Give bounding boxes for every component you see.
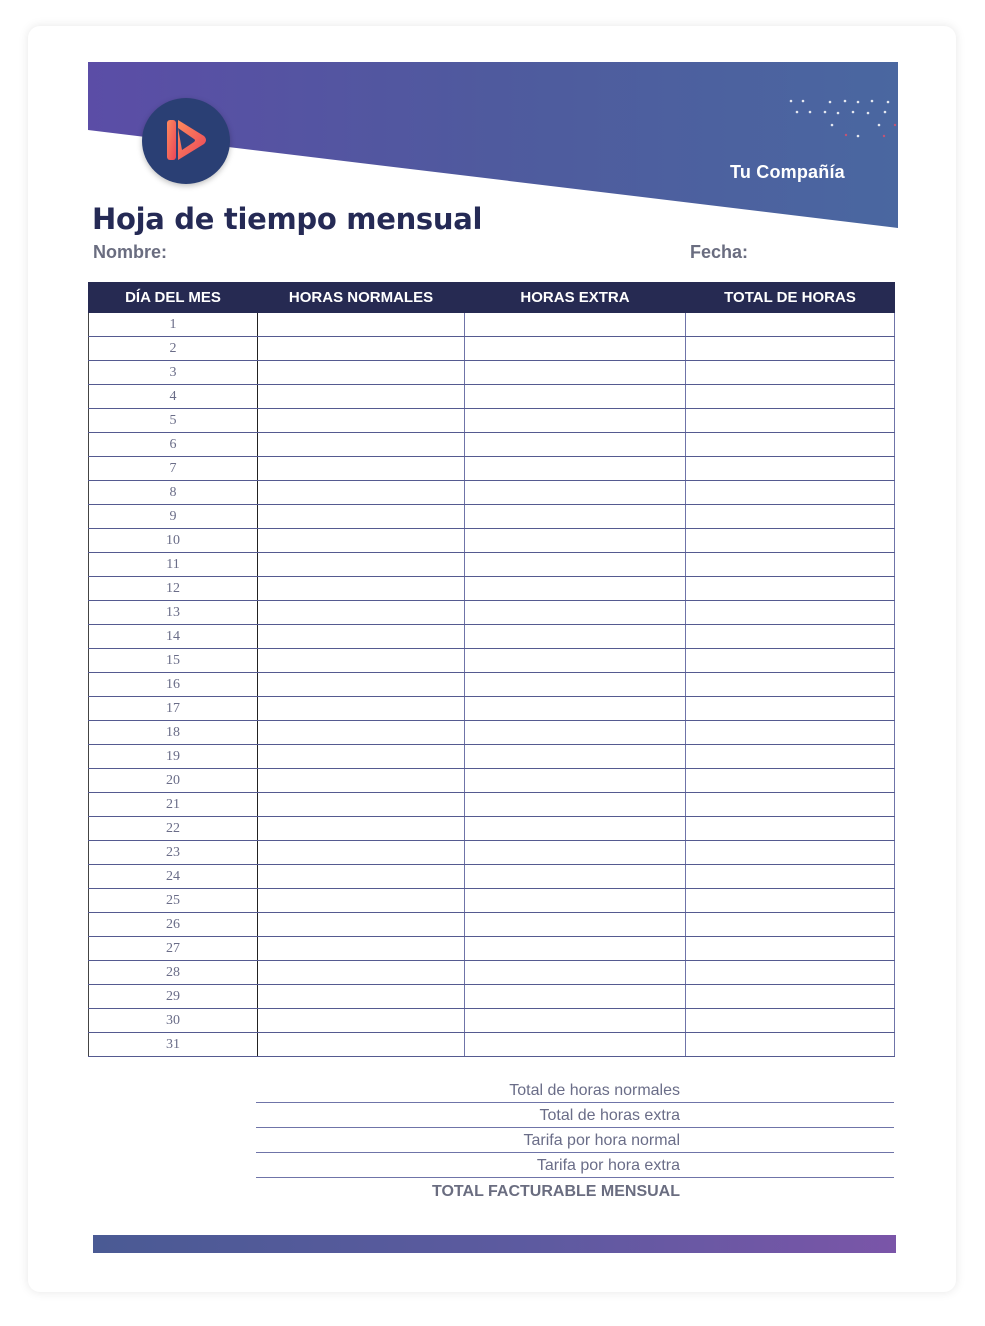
company-name: Tu Compañía: [730, 162, 845, 182]
normal-hours-cell[interactable]: [258, 1009, 465, 1033]
extra-hours-cell[interactable]: [465, 1033, 686, 1057]
table-row: [89, 601, 895, 625]
table-row: [89, 937, 895, 961]
extra-hours-cell[interactable]: [465, 649, 686, 673]
column-header-day: DÍA DEL MES: [89, 283, 258, 313]
extra-hours-cell[interactable]: [465, 385, 686, 409]
normal-hours-cell[interactable]: [258, 529, 465, 553]
total-hours-cell[interactable]: [686, 361, 895, 385]
total-hours-cell[interactable]: [686, 625, 895, 649]
normal-hours-cell[interactable]: [258, 889, 465, 913]
total-hours-cell[interactable]: [686, 505, 895, 529]
extra-hours-cell[interactable]: [465, 457, 686, 481]
normal-hours-cell[interactable]: [258, 769, 465, 793]
total-normal-hours-row[interactable]: [256, 1078, 894, 1103]
normal-hours-cell[interactable]: [258, 577, 465, 601]
normal-hours-cell[interactable]: [258, 505, 465, 529]
day-cell: 27: [89, 937, 258, 961]
extra-hours-cell[interactable]: [465, 745, 686, 769]
extra-hours-cell[interactable]: [465, 673, 686, 697]
day-cell: 29: [89, 985, 258, 1009]
page-title: Hoja de tiempo mensual: [92, 202, 483, 236]
total-hours-cell[interactable]: [686, 913, 895, 937]
normal-hours-cell[interactable]: [258, 745, 465, 769]
extra-hours-cell[interactable]: [465, 961, 686, 985]
table-row: [89, 865, 895, 889]
extra-hours-cell[interactable]: [465, 1009, 686, 1033]
table-row: [89, 913, 895, 937]
normal-hours-cell[interactable]: [258, 961, 465, 985]
normal-hours-cell[interactable]: [258, 913, 465, 937]
total-hours-cell[interactable]: [686, 433, 895, 457]
monthly-billable-total-row[interactable]: [256, 1178, 894, 1203]
total-hours-cell[interactable]: [686, 937, 895, 961]
total-hours-cell[interactable]: [686, 745, 895, 769]
column-header-total-hours: TOTAL DE HORAS: [686, 283, 895, 313]
day-cell: 14: [89, 625, 258, 649]
table-row: [89, 841, 895, 865]
extra-hours-cell[interactable]: [465, 553, 686, 577]
table-row: [89, 697, 895, 721]
table-row: [89, 577, 895, 601]
day-cell: 23: [89, 841, 258, 865]
table-row: [89, 1009, 895, 1033]
extra-hours-cell[interactable]: [465, 409, 686, 433]
day-cell: 24: [89, 865, 258, 889]
day-cell: 30: [89, 1009, 258, 1033]
table-row: [89, 1033, 895, 1057]
normal-hours-cell[interactable]: [258, 313, 465, 337]
table-row: [89, 505, 895, 529]
normal-hours-cell[interactable]: [258, 865, 465, 889]
total-hours-cell[interactable]: [686, 385, 895, 409]
day-cell: 13: [89, 601, 258, 625]
table-row: [89, 433, 895, 457]
table-row: [89, 889, 895, 913]
extra-hours-cell[interactable]: [465, 937, 686, 961]
total-hours-cell[interactable]: [686, 457, 895, 481]
extra-hours-cell[interactable]: [465, 337, 686, 361]
total-hours-cell[interactable]: [686, 1009, 895, 1033]
day-cell: 28: [89, 961, 258, 985]
total-hours-cell[interactable]: [686, 841, 895, 865]
day-cell: 17: [89, 697, 258, 721]
table-row: [89, 817, 895, 841]
normal-hours-cell[interactable]: [258, 649, 465, 673]
table-header-row: [89, 283, 895, 313]
extra-rate-row[interactable]: [256, 1153, 894, 1178]
extra-hours-cell[interactable]: [465, 313, 686, 337]
extra-hours-cell[interactable]: [465, 985, 686, 1009]
total-normal-hours-label: Total de horas normales: [509, 1082, 680, 1099]
total-hours-cell[interactable]: [686, 769, 895, 793]
table-row: [89, 529, 895, 553]
extra-hours-cell[interactable]: [465, 361, 686, 385]
total-hours-cell[interactable]: [686, 697, 895, 721]
total-hours-cell[interactable]: [686, 649, 895, 673]
extra-rate-label: Tarifa por hora extra: [536, 1157, 680, 1174]
column-header-extra-hours: HORAS EXTRA: [465, 283, 686, 313]
total-hours-cell[interactable]: [686, 601, 895, 625]
normal-hours-cell[interactable]: [258, 985, 465, 1009]
total-extra-hours-row[interactable]: [256, 1103, 894, 1128]
extra-hours-cell[interactable]: [465, 577, 686, 601]
normal-hours-cell[interactable]: [258, 721, 465, 745]
normal-hours-cell[interactable]: [258, 337, 465, 361]
total-hours-cell[interactable]: [686, 577, 895, 601]
normal-hours-cell[interactable]: [258, 457, 465, 481]
normal-rate-label: Tarifa por hora normal: [523, 1132, 680, 1149]
date-label: Fecha:: [690, 242, 749, 262]
normal-hours-cell[interactable]: [258, 673, 465, 697]
day-cell: 7: [89, 457, 258, 481]
total-extra-hours-label: Total de horas extra: [539, 1107, 680, 1124]
extra-hours-cell[interactable]: [465, 601, 686, 625]
timesheet-table: [88, 282, 895, 1057]
table-row: [89, 721, 895, 745]
extra-hours-cell[interactable]: [465, 481, 686, 505]
day-cell: 9: [89, 505, 258, 529]
extra-hours-cell[interactable]: [465, 697, 686, 721]
normal-hours-cell[interactable]: [258, 361, 465, 385]
day-cell: 25: [89, 889, 258, 913]
extra-hours-cell[interactable]: [465, 505, 686, 529]
company-logo: [142, 98, 230, 184]
normal-hours-cell[interactable]: [258, 793, 465, 817]
extra-hours-cell[interactable]: [465, 889, 686, 913]
normal-hours-cell[interactable]: [258, 409, 465, 433]
day-cell: 26: [89, 913, 258, 937]
name-label: Nombre:: [93, 242, 168, 262]
extra-hours-cell[interactable]: [465, 865, 686, 889]
normal-hours-cell[interactable]: [258, 385, 465, 409]
totals-section: [256, 1078, 894, 1203]
column-header-normal-hours: HORAS NORMALES: [258, 283, 465, 313]
extra-hours-cell[interactable]: [465, 769, 686, 793]
day-cell: 15: [89, 649, 258, 673]
extra-hours-cell[interactable]: [465, 793, 686, 817]
normal-hours-cell[interactable]: [258, 625, 465, 649]
day-cell: 19: [89, 745, 258, 769]
day-cell: 12: [89, 577, 258, 601]
table-row: [89, 769, 895, 793]
total-hours-cell[interactable]: [686, 865, 895, 889]
table-row: [89, 553, 895, 577]
day-cell: 20: [89, 769, 258, 793]
total-hours-cell[interactable]: [686, 481, 895, 505]
extra-hours-cell[interactable]: [465, 433, 686, 457]
total-hours-cell[interactable]: [686, 313, 895, 337]
extra-hours-cell[interactable]: [465, 529, 686, 553]
normal-hours-cell[interactable]: [258, 817, 465, 841]
table-row: [89, 625, 895, 649]
day-cell: 8: [89, 481, 258, 505]
extra-hours-cell[interactable]: [465, 913, 686, 937]
monthly-billable-total-label: TOTAL FACTURABLE MENSUAL: [432, 1183, 680, 1200]
total-hours-cell[interactable]: [686, 889, 895, 913]
table-row: [89, 481, 895, 505]
day-cell: 11: [89, 553, 258, 577]
day-cell: 1: [89, 313, 258, 337]
table-row: [89, 385, 895, 409]
total-hours-cell[interactable]: [686, 721, 895, 745]
normal-hours-cell[interactable]: [258, 697, 465, 721]
day-cell: 2: [89, 337, 258, 361]
table-row: [89, 673, 895, 697]
normal-hours-cell[interactable]: [258, 1033, 465, 1057]
total-hours-cell[interactable]: [686, 793, 895, 817]
day-cell: 10: [89, 529, 258, 553]
table-row: [89, 409, 895, 433]
day-cell: 21: [89, 793, 258, 817]
total-hours-cell[interactable]: [686, 673, 895, 697]
table-row: [89, 361, 895, 385]
extra-hours-cell[interactable]: [465, 841, 686, 865]
day-cell: 18: [89, 721, 258, 745]
table-row: [89, 961, 895, 985]
normal-hours-cell[interactable]: [258, 841, 465, 865]
table-row: [89, 457, 895, 481]
table-row: [89, 745, 895, 769]
total-hours-cell[interactable]: [686, 337, 895, 361]
extra-hours-cell[interactable]: [465, 721, 686, 745]
day-cell: 4: [89, 385, 258, 409]
day-cell: 16: [89, 673, 258, 697]
total-hours-cell[interactable]: [686, 529, 895, 553]
normal-rate-row[interactable]: [256, 1128, 894, 1153]
day-cell: 31: [89, 1033, 258, 1057]
day-cell: 5: [89, 409, 258, 433]
normal-hours-cell[interactable]: [258, 481, 465, 505]
normal-hours-cell[interactable]: [258, 433, 465, 457]
table-row: [89, 649, 895, 673]
normal-hours-cell[interactable]: [258, 937, 465, 961]
table-row: [89, 337, 895, 361]
normal-hours-cell[interactable]: [258, 601, 465, 625]
day-cell: 3: [89, 361, 258, 385]
total-hours-cell[interactable]: [686, 985, 895, 1009]
day-cell: 22: [89, 817, 258, 841]
extra-hours-cell[interactable]: [465, 625, 686, 649]
normal-hours-cell[interactable]: [258, 553, 465, 577]
table-row: [89, 793, 895, 817]
day-cell: 6: [89, 433, 258, 457]
total-hours-cell[interactable]: [686, 409, 895, 433]
table-row: [89, 985, 895, 1009]
total-hours-cell[interactable]: [686, 553, 895, 577]
total-hours-cell[interactable]: [686, 1033, 895, 1057]
extra-hours-cell[interactable]: [465, 817, 686, 841]
table-row: [89, 313, 895, 337]
total-hours-cell[interactable]: [686, 961, 895, 985]
footer-bar: [93, 1235, 896, 1253]
total-hours-cell[interactable]: [686, 817, 895, 841]
